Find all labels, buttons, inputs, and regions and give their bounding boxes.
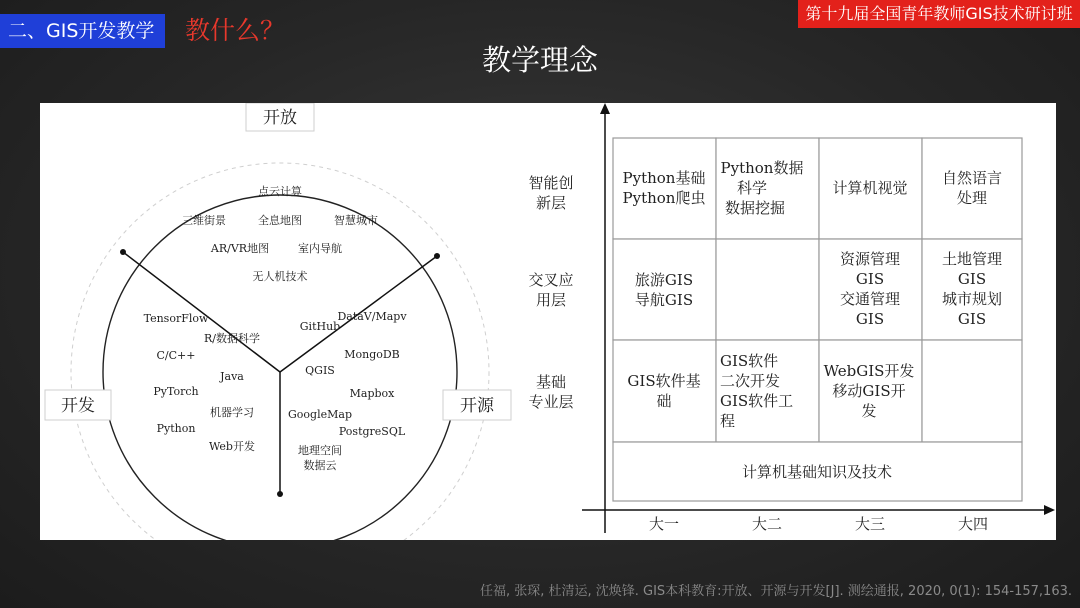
dev-item: 机器学习	[210, 406, 254, 419]
cell-text: GIS	[855, 310, 885, 328]
x-axis-arrow-icon	[1044, 505, 1055, 515]
open-item: 室内导航	[298, 242, 342, 255]
source-item: MongoDB	[344, 348, 400, 361]
divider-dot-left	[120, 249, 126, 255]
column-label: 大一	[648, 515, 680, 533]
cell-text: WebGIS开发	[823, 362, 915, 380]
row-label: 交叉应	[528, 271, 574, 289]
column-label: 大二	[751, 515, 783, 533]
section-question: 教什么？	[185, 16, 286, 45]
source-item: DataV/Mapv	[337, 310, 407, 323]
dev-item: Web开发	[209, 440, 255, 453]
diagram-panel	[40, 103, 1056, 540]
row-label: 智能创	[528, 174, 574, 192]
cell-text: 导航GIS	[634, 291, 694, 309]
row-label: 新层	[535, 194, 567, 212]
diagram-canvas	[40, 103, 1056, 540]
row-label: 基础	[535, 373, 567, 391]
cell-text: 旅游GIS	[634, 271, 694, 289]
cell-text: Python数据	[720, 159, 804, 177]
workshop-banner: 第十九届全国青年教师GIS技术研讨班	[798, 0, 1080, 28]
source-items	[288, 310, 407, 472]
dev-item: TensorFlow	[143, 312, 209, 325]
label-open: 开放	[263, 108, 297, 128]
cell-text: 资源管理	[839, 250, 901, 268]
cell-text: 程	[720, 412, 736, 430]
dev-items	[144, 312, 260, 453]
open-item: 点云计算	[258, 185, 302, 198]
bottom-cell-text: 计算机基础知识及技术	[741, 463, 893, 481]
cell-text: GIS	[957, 310, 987, 328]
row-labels	[528, 174, 573, 411]
cell-text: 城市规划	[941, 290, 1003, 308]
cell-text: GIS	[957, 270, 987, 288]
source-item: 地理空间	[298, 444, 342, 457]
dev-item: Python	[156, 422, 196, 435]
cell-text: GIS软件基	[627, 372, 701, 390]
open-item: 三维街景	[182, 214, 226, 227]
cell-text: GIS软件工	[720, 392, 794, 410]
cell-text: GIS	[855, 270, 885, 288]
label-source: 开源	[460, 396, 494, 416]
dev-item: Java	[220, 370, 244, 383]
cell-text: Python基础	[622, 169, 706, 187]
open-item: 全息地图	[258, 214, 302, 227]
column-label: 大三	[854, 515, 886, 533]
source-item: PostgreSQL	[338, 425, 406, 438]
label-dev: 开发	[61, 396, 95, 416]
y-axis-arrow-icon	[600, 103, 610, 114]
matrix-cell	[613, 340, 716, 442]
matrix-cell	[716, 138, 819, 239]
dev-item: R/数据科学	[204, 332, 260, 345]
column-labels	[649, 515, 988, 533]
source-item: GoogleMap	[288, 408, 352, 421]
cell-text: 处理	[956, 189, 988, 207]
cell-text: 移动GIS开	[832, 382, 906, 400]
open-item: 无人机技术	[252, 270, 308, 283]
source-item: Mapbox	[349, 387, 395, 400]
cell-text: 计算机视觉	[832, 179, 908, 197]
source-item: QGIS	[305, 364, 335, 377]
slide-title: 教学理念	[481, 43, 598, 77]
source-item: GitHub	[299, 320, 341, 333]
cell-text: 自然语言	[941, 169, 1003, 187]
row-label: 用层	[535, 291, 567, 309]
cell-text: 数据挖掘	[724, 199, 786, 217]
matrix-cell	[922, 340, 1022, 442]
cell-text: 发	[861, 402, 877, 420]
matrix-cell	[613, 239, 716, 340]
cell-text: 交通管理	[839, 290, 901, 308]
section-label: 二、GIS开发教学	[0, 14, 165, 48]
divider-dot-bottom	[277, 491, 283, 497]
cell-text: Python爬虫	[622, 189, 706, 207]
open-item: AR/VR地图	[210, 242, 270, 255]
cell-text: GIS软件	[720, 352, 779, 370]
column-label: 大四	[957, 515, 989, 533]
source-item: 数据云	[303, 459, 337, 472]
open-item: 智慧城市	[334, 214, 378, 227]
dev-item: PyTorch	[153, 385, 199, 398]
matrix-cell	[716, 239, 819, 340]
citation: 任福, 张琛, 杜清运, 沈焕锋. GIS本科教育:开放、开源与开发[J]. 测绘通报, 2020, 0(1): 154-157,163.	[479, 584, 1072, 599]
dev-item: C/C++	[156, 349, 196, 362]
cell-text: 二次开发	[720, 372, 781, 390]
divider-dot-right	[434, 253, 440, 259]
open-items	[182, 184, 378, 283]
row-label: 专业层	[528, 393, 574, 411]
cell-text: 础	[656, 392, 672, 410]
cell-text: 土地管理	[941, 250, 1003, 268]
cell-text: 科学	[737, 179, 768, 197]
